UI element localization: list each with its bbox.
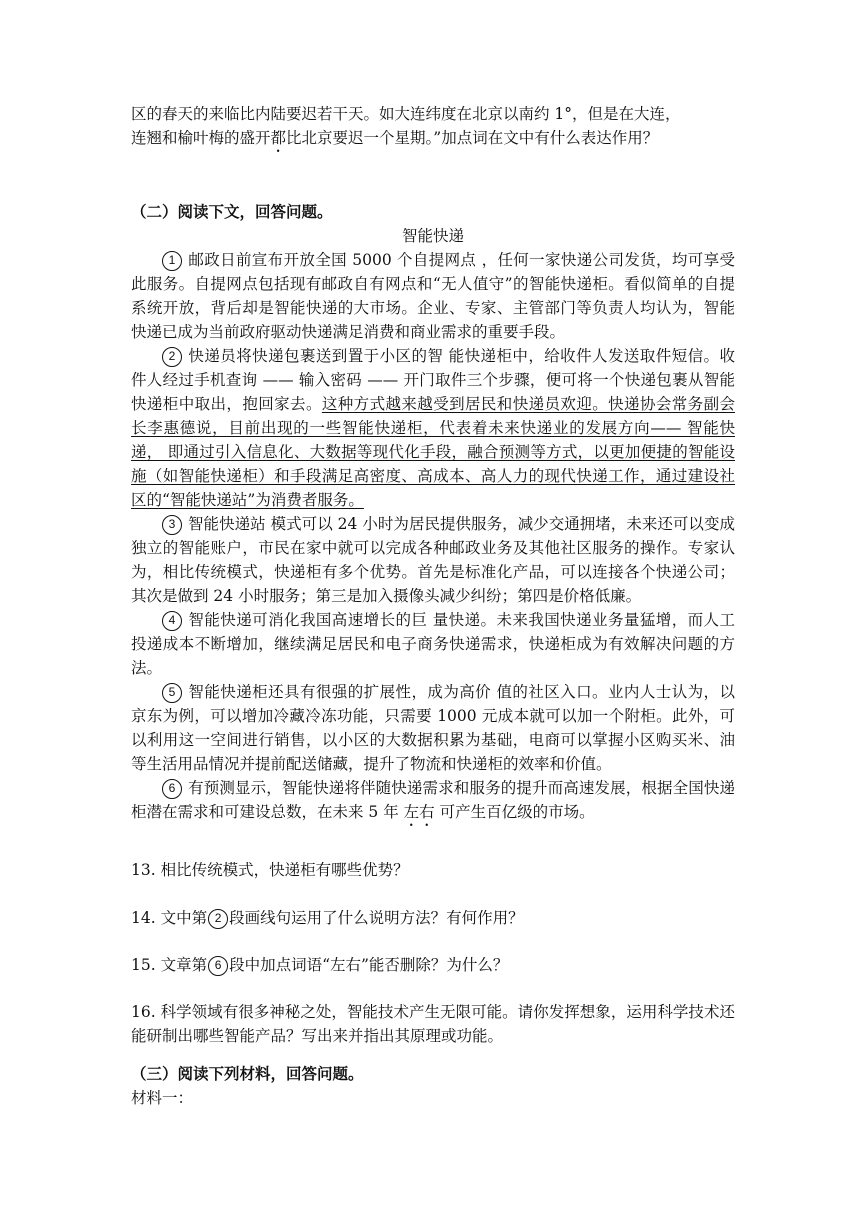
paragraph-number-badge: 6 bbox=[208, 956, 228, 976]
paragraph-number-badge: 6 bbox=[162, 779, 182, 799]
intro-line-2: 连翘和榆叶梅的盛开都比北京要迟一个星期。”加点词在文中有什么表达作用？ bbox=[131, 129, 659, 147]
paragraph-number-badge: 3 bbox=[162, 515, 182, 535]
paragraph-6: 6 有预测显示，智能快递将伴随快递需求和服务的提升而高速发展，根据全国快递柜潜在需求和可建设总数，在未来 5 年 左右 可产生百亿级的市场。 bbox=[131, 779, 735, 821]
section-2-heading: （二）阅读下文，回答问题。 bbox=[131, 202, 333, 221]
paragraph-number-badge: 1 bbox=[162, 251, 182, 271]
section-3-heading: （三）阅读下列材料，回答问题。 bbox=[131, 1064, 364, 1083]
underlined-sentence: 这种方式越来越受到居民和快递员欢迎。快递协会常务副会长李惠德说，目前出现的一些智能快递柜，代表着未来快递业的发展方向—— 智能快递， 即通过引入信息化、大数据等现代化手段，融合预测等方式，以更加便捷的智能设施（如智能快递柜）和手段满足高密度、高成本、高人力的现代快递工作，通过建设社区的“智能快递站”为消费者服务。 bbox=[131, 395, 735, 509]
paragraph-number-badge: 2 bbox=[162, 347, 182, 367]
intro-line-1: 区的春天的来临比内陆要迟若干天。如大连纬度在北京以南约 1°，但是在大连， bbox=[131, 105, 681, 123]
paragraph-2: 2 快递员将快递包裹送到置于小区的智 能快递柜中，给收件人发送取件短信。收件人经过手机查询 —— 输入密码 —— 开门取件三个步骤，便可将一个快递包裹从智能快递柜中取出，抱回家去。这种方式越来越受到居民和快递员欢迎。快递协会常务副会长李惠德说，目前出现的一些智能快递柜，代表着未来快递业的发展方向—— 智能快递， 即通过引入信息化、大数据等现代化手段，融合预测等方式，以更加便捷的智能设施（如智能快递柜）和手段满足高密度、高成本、高人力的现代快递工作，通过建设社区的“智能快递站”为消费者服务。 bbox=[131, 347, 735, 509]
article-title: 智能快递 bbox=[401, 227, 464, 245]
section-2 bbox=[131, 200, 735, 830]
paragraph-1: 1 邮政日前宣布开放全国 5000 个自提网点 ，任何一家快递公司发货，均可享受此服务。自提网点包括现有邮政自有网点和“无人值守”的智能快递柜。看似简单的自提系统开放，背后却是智能快递的大市场。企业、专家、主管部门等负责人均认为，智能快递已成为当前政府驱动快递满足消费和商业需求的重要手段。 bbox=[131, 251, 735, 341]
question-16: 16. 科学领域有很多神秘之处，智能技术产生无限可能。请你发挥想象，运用科学技术还能研制出哪些智能产品？写出来并指出其原理或功能。 bbox=[131, 1003, 735, 1045]
emphasized-word: 左右 bbox=[403, 803, 435, 821]
section-3 bbox=[131, 1062, 735, 1110]
paragraph-number-badge: 2 bbox=[208, 909, 228, 929]
paragraph-3: 3 智能快递站 模式可以 24 小时为居民提供服务，减少交通拥堵，未来还可以变成独立的智能账户，市民在家中就可以完成各种邮政业务及其他社区服务的操作。专家认为，相比传统模式，快递柜有多个优势。首先是标准化产品，可以连接各个快递公司；其次是做到 24 小时服务；第三是加入摄像头减少纠纷；第四是价格低廉。 bbox=[131, 515, 735, 605]
intro-question bbox=[131, 102, 735, 156]
paragraph-5: 5 智能快递柜还具有很强的扩展性，成为高价 值的社区入口。业内人士认为，以京东为例，可以增加冷藏冷冻功能，只需要 1000 元成本就可以加一个附柜。此外，可以利用这一空间进行销售，以小区的大数据积累为基础，电商可以掌握小区购买米、油等生活用品情况并提前配送储藏，提升了物流和快递柜的效率和价值。 bbox=[131, 683, 735, 773]
paragraph-number-badge: 5 bbox=[162, 683, 182, 703]
material-1-label: 材料一： bbox=[131, 1089, 194, 1107]
question-15: 15. 文章第 6 段中加点词语“左右”能否删除？为什么？ bbox=[131, 956, 509, 974]
paragraph-number-badge: 4 bbox=[162, 611, 182, 631]
question-13: 13. 相比传统模式，快递柜有哪些优势？ bbox=[131, 861, 409, 879]
paragraph-4: 4 智能快递可消化我国高速增长的巨 量快递。未来我国快递业务量猛增，而人工投递成本不断增加，继续满足居民和电子商务快递需求，快递柜成为有效解决问题的方法。 bbox=[131, 611, 735, 677]
emphasized-word: 都 bbox=[270, 129, 287, 147]
question-14: 14. 文中第 2 段画线句运用了什么说明方法？有何作用？ bbox=[131, 909, 524, 927]
